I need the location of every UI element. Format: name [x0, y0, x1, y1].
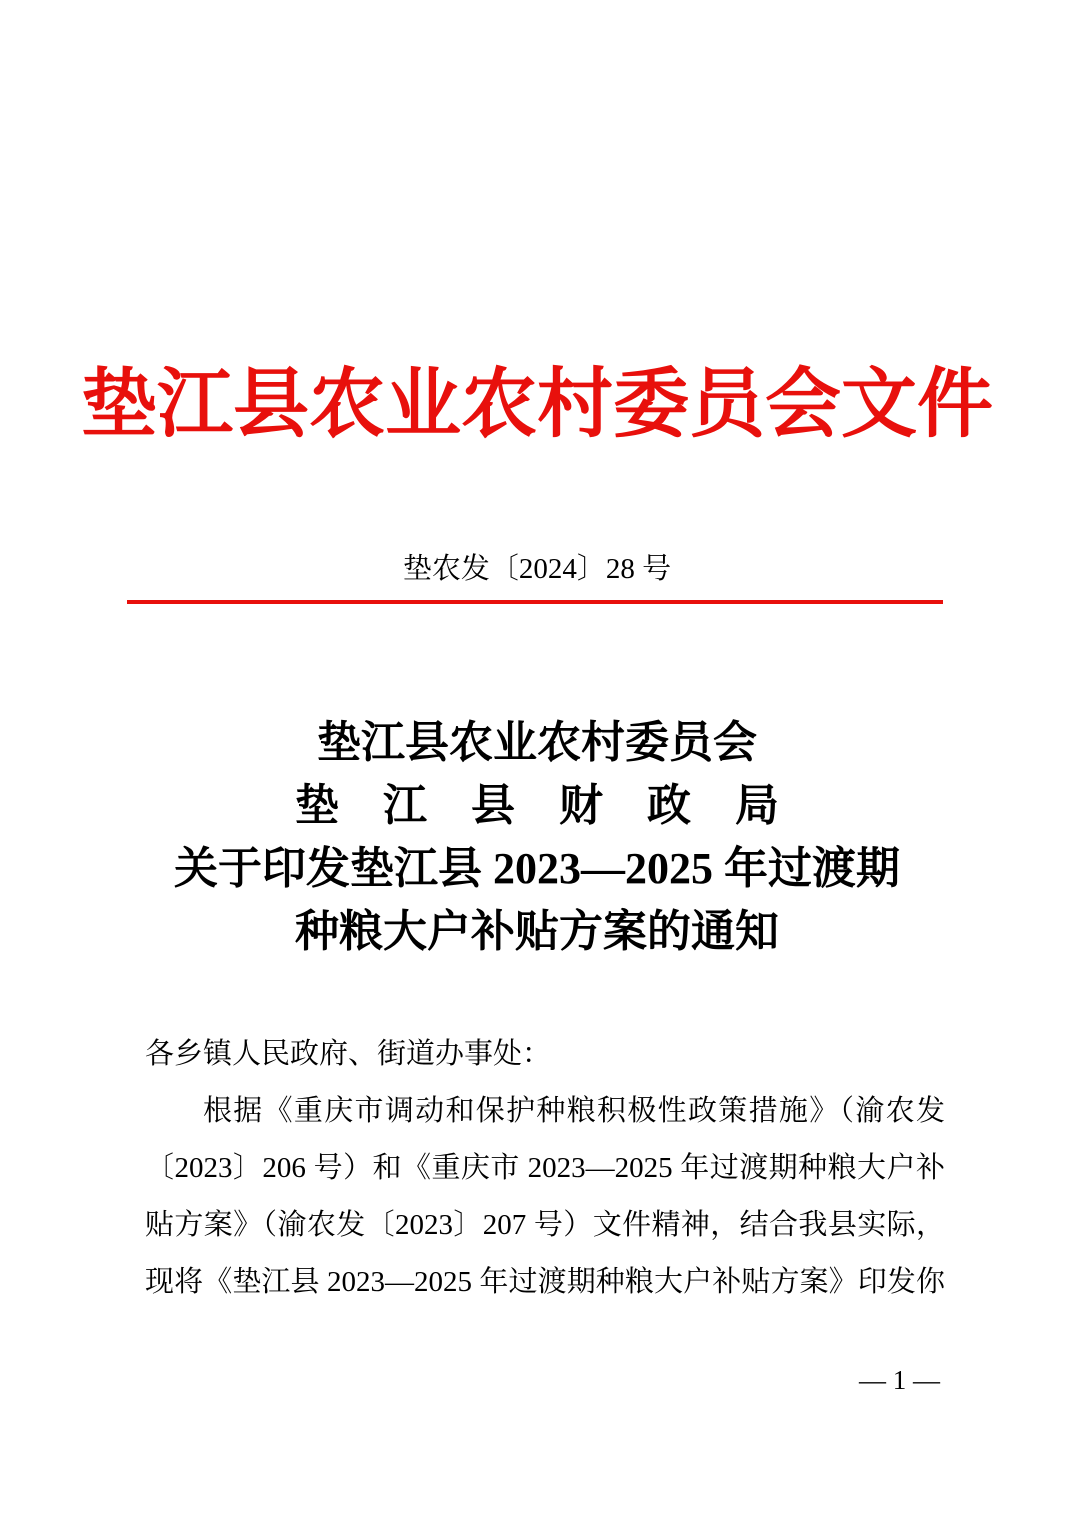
paragraph-line: 现将《垫江县 2023—2025 年过渡期种粮大户补贴方案》印发你	[145, 1266, 945, 1298]
paragraph-line: 〔2023〕206 号）和《重庆市 2023—2025 年过渡期种粮大户补	[145, 1152, 945, 1184]
title-line-subject-2: 种粮大户补贴方案的通知	[295, 907, 779, 956]
title-line-subject-1: 关于印发垫江县 2023—2025 年过渡期	[174, 844, 900, 893]
masthead-organ-title: 垫江县农业农村委员会文件	[81, 363, 993, 447]
page-number: — 1 —	[859, 1365, 940, 1395]
document-reference-number: 垫农发〔2024〕28 号	[402, 553, 672, 585]
title-line-issuer-2: 垫 江 县 财 政 局	[295, 781, 779, 830]
document-title-block	[0, 711, 1074, 963]
paragraph-line: 根据《重庆市调动和保护种粮积极性政策措施》（渝农发	[203, 1095, 945, 1127]
masthead-divider-line	[127, 600, 943, 604]
paragraph-line: 贴方案》（渝农发〔2023〕207 号）文件精神，结合我县实际，	[145, 1209, 945, 1241]
document-body	[145, 1026, 945, 1311]
title-line-issuer-1: 垫江县农业农村委员会	[317, 718, 757, 767]
salutation-line: 各乡镇人民政府、街道办事处：	[145, 1038, 552, 1070]
